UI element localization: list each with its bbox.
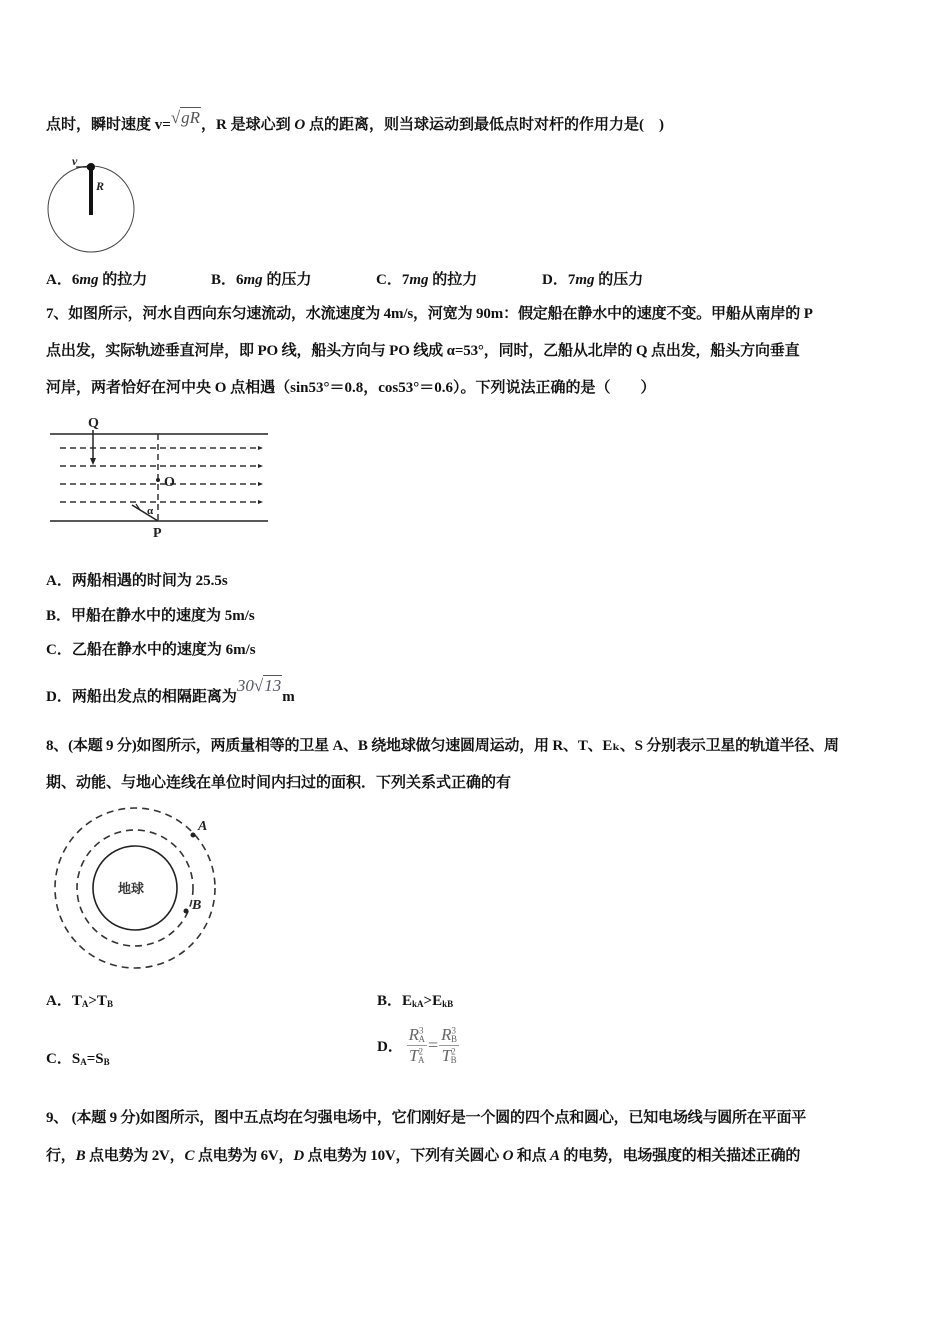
q6-stem-text-3: 点的距离，则当球运动到最低点时对杆的作用力是( ) bbox=[305, 117, 664, 133]
q8-option-c[interactable]: C．$S_A=S_B$ bbox=[46, 1051, 110, 1067]
q7-stem-line1: 7、如图所示，河水自西向东匀速流动，水流速度为 4m/s，河宽为 90m：假定船在静水中的速度不变。甲船从南岸的 P bbox=[46, 306, 813, 322]
q6-stem-text-2: ，R 是球心到 bbox=[201, 117, 295, 133]
label-v: v bbox=[72, 155, 78, 168]
sqrt-radicand: gR bbox=[181, 108, 201, 127]
q9-stem-line2: 行，B 点电势为 2V，C 点电势为 6V，D 点电势为 10V，下列有关圆心 O 和点 A 的电势，电场强度的相关描述正确的 bbox=[46, 1148, 801, 1164]
label-P: P bbox=[153, 526, 162, 541]
equals-sign: = bbox=[427, 1035, 439, 1055]
q6-option-d[interactable]: D．7mg 的压力 bbox=[542, 272, 644, 288]
q7-option-b[interactable]: B．甲船在静水中的速度为 5m/s bbox=[46, 608, 255, 624]
q7-option-d[interactable]: D．两船出发点的相隔距离为30√13m bbox=[46, 676, 295, 705]
label-Q: Q bbox=[88, 416, 99, 431]
q7-stem-line2: 点出发，实际轨迹垂直河岸，即 PO 线，船头方向与 PO 线成 α=53°，同时，乙船从北岸的 Q 点出发，船头方向垂直 bbox=[46, 343, 800, 359]
q6-option-b[interactable]: B．6mg 的压力 bbox=[211, 272, 312, 288]
q7-figure-river bbox=[46, 410, 276, 545]
q7-option-a[interactable]: A．两船相遇的时间为 25.5s bbox=[46, 573, 228, 589]
q6-figure-circle-rod bbox=[44, 155, 140, 255]
fraction-left: $\frac{R^3_A}{T^2_A}$ bbox=[408, 1025, 425, 1065]
q8-option-a[interactable]: A．$T_A>T_B$ bbox=[46, 993, 113, 1009]
q6-stem-text: 点时，瞬时速度 v= bbox=[46, 117, 171, 133]
fraction-right: $\frac{R^3_B}{T^2_B}$ bbox=[441, 1025, 458, 1065]
label-A: A bbox=[198, 819, 208, 834]
q9-stem-line1: 9、 (本题 9 分)如图所示，图中五点均在匀强电场中，它们刚好是一个圆的四个点和圆心，已知电场线与圆所在平面平 bbox=[46, 1110, 807, 1126]
label-R: R bbox=[96, 179, 105, 193]
q6-stem bbox=[46, 108, 664, 135]
q6-option-a[interactable]: A．6mg 的拉力 bbox=[46, 272, 148, 288]
q8-option-d[interactable]: D． $\frac{R^3_A}{T^2_A}$ = $\frac{R^3_B}{T^2_B}$ bbox=[377, 1025, 458, 1065]
q8-figure-orbits bbox=[50, 805, 230, 975]
earth-label: 地球 bbox=[118, 882, 145, 897]
q7-stem-line3: 河岸，两者恰好在河中央 O 点相遇（sin53°＝0.8，cos53°＝0.6）。下列说法正确的是（ ） bbox=[46, 380, 656, 396]
sqrt-gR: √gR bbox=[170, 108, 201, 127]
label-B: B bbox=[192, 898, 202, 913]
q8-option-b[interactable]: B．$E_{kA}>E_{kB}$ bbox=[377, 993, 454, 1009]
q6-option-c[interactable]: C．7mg 的拉力 bbox=[376, 272, 478, 288]
sqrt-30-13: 30√13 bbox=[236, 676, 282, 695]
q6-point-O: O bbox=[294, 117, 306, 133]
q8-stem-line2: 期、动能、与地心连线在单位时间内扫过的面积．下列关系式正确的有 bbox=[46, 775, 512, 791]
label-alpha: α bbox=[147, 505, 154, 517]
label-O: O bbox=[164, 475, 175, 490]
q8-stem-line1: 8、(本题 9 分)如图所示，两质量相等的卫星 A、B 绕地球做匀速圆周运动，用 R、T、Eₖ、S 分别表示卫星的轨道半径、周 bbox=[46, 738, 839, 754]
q7-option-c[interactable]: C．乙船在静水中的速度为 6m/s bbox=[46, 642, 256, 658]
